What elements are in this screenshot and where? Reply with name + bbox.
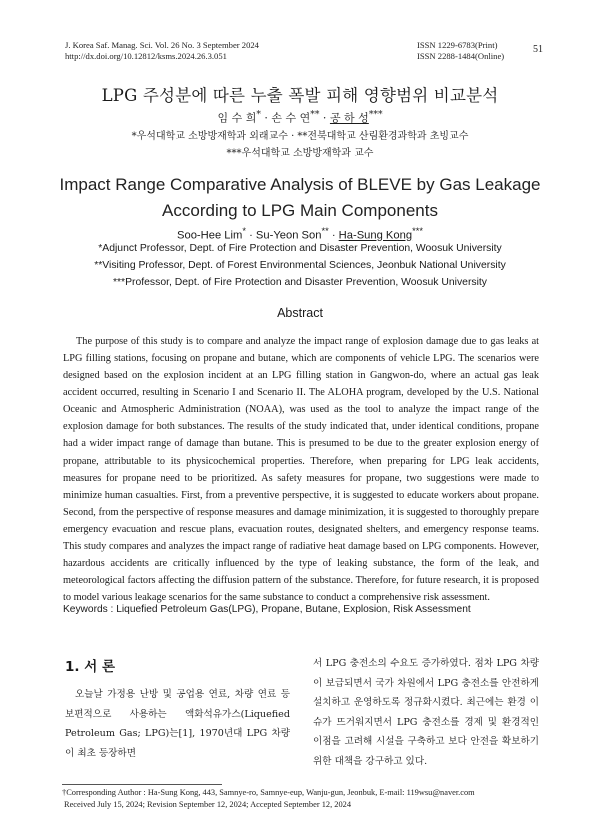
page-number: 51 [533, 44, 543, 55]
intro-paragraph-left: 오늘날 가정용 난방 및 공업용 연료, 차량 연료 등 보편적으로 사용하는 액화석유가스(Liquefied Petroleum Gas; LPG)는[1], 1970년대 LPG 차량이 최초 등장하면 [65, 689, 290, 759]
author-mark: * [242, 226, 246, 236]
author-mark: * [256, 109, 261, 120]
author-separator: · [260, 111, 272, 125]
author-mark: *** [368, 109, 383, 120]
korean-authors [0, 109, 600, 126]
intro-left-column [65, 685, 290, 763]
author-mark: ** [321, 226, 329, 236]
journal-citation: J. Korea Saf. Manag. Sci. Vol. 26 No. 3 September 2024 [65, 40, 259, 50]
author-son-en: Su-Yeon Son [255, 229, 322, 242]
korean-title: LPG 주성분에 따른 누출 폭발 피해 영향범위 비교분석 [101, 86, 499, 105]
abstract-paragraph: The purpose of this study is to compare and analyze the impact range of explosion damage due to gas leaks at LPG filling stations, focusing on propane and butane, which are components of vehicle LPG. The scenarios were designed based on the explosion incident at an LPG filling station in Gangwon-do, where an actual gas leak accident occurred, resulting in Scenario I and Scenario II. The ALOHA program, developed by the U.S. National Oceanic and Atmospheric Administration (NOAA), was used as the tool to analyze the impact range of the explosion damage for both substances. The results of the study indicated that, under identical conditions, propane had a wider impact range of damage than butane. This is presumed to be due to the greater explosion energy of propane, attributable to its physicochemical properties. Therefore, when preparing for LPG leak accidents, measures for propane need to be prioritized. As safety measures for propane, two suggestions were made to minimize human casualties. First, from a preventive perspective, it is suggested to educate workers about propane. Second, from the perspective of response measures and damage minimization, it is suggested to thoroughly prepare emergency evacuation and rescue plans, evacuation routes, designated shelters, and emergency response teams. This study compares and analyzes the impact range of radiative heat damage based on LPG components. However, hazardous accidents are critically influenced by the type of leaking substance, the form of the leak, and meteorological factors affecting the diffusion pattern of the substance. Therefore, for future research, it is proposed to model various leakage scenarios for the same substance to conduct a comprehensive risk assessment. [63, 336, 539, 604]
author-lim-en: Soo-Hee Lim [177, 229, 243, 242]
received-dates-note: Received July 15, 2024; Revision September 12, 2024; Accepted September 12, 2024 [64, 800, 352, 809]
abstract-body [63, 333, 539, 606]
english-affiliation-3: ***Professor, Dept. of Fire Protection and Disaster Prevention, Woosuk University [112, 277, 488, 288]
author-lim-ko: 임 수 희 [217, 111, 257, 125]
issn-block [417, 40, 504, 62]
author-separator: · [328, 229, 339, 242]
author-separator: · [319, 111, 330, 125]
issn-print: ISSN 1229-6783(Print) [417, 40, 498, 50]
english-affiliation-2: **Visiting Professor, Dept. of Forest Environmental Sciences, Jeonbuk National University [94, 260, 506, 271]
journal-header [65, 40, 259, 62]
abstract-heading: Abstract [277, 306, 323, 320]
author-kong-en: Ha-Sung Kong [338, 229, 413, 242]
corresponding-author-note: †Corresponding Author : Ha-Sung Kong, 443, Samnye-ro, Samnye-eup, Wanju-gun, Jeonbuk, E-mail: 119wsu@naver.com [62, 788, 475, 797]
author-kong-ko: 공 하 성 [329, 111, 369, 125]
english-affiliation-1: *Adjunct Professor, Dept. of Fire Protection and Disaster Prevention, Woosuk University [98, 243, 502, 254]
section-heading-introduction: 1. 서 론 [65, 659, 116, 675]
english-title-line-1: Impact Range Comparative Analysis of BLEVE by Gas Leakage [59, 175, 541, 194]
korean-affiliation-1: *우석대학교 소방방재학과 외래교수 · **전북대학교 산림환경과학과 초빙교수 [131, 131, 469, 142]
english-authors [0, 226, 600, 242]
author-son-ko: 손 수 연 [271, 111, 311, 125]
footnote-divider [62, 784, 222, 785]
english-title-line-2: According to LPG Main Components [162, 201, 438, 220]
intro-paragraph-right: 서 LPG 충전소의 수요도 증가하였다. 점차 LPG 차량이 보급되면서 국가 차원에서 LPG 충전소를 안전하게 설치하고 운영하도록 정규화시켰다. 최근에는 환경 이슈가 뜨거워지면서 LPG 충전소를 경제 및 환경적인 이점을 고려해 시설을 구축하고 보다 안전을 확보하기 위한 대책을 강구하고 있다. [313, 658, 539, 767]
author-separator: · [245, 229, 256, 242]
intro-right-column [313, 654, 539, 771]
author-mark: *** [412, 226, 423, 236]
issn-online: ISSN 2288-1484(Online) [417, 51, 505, 61]
author-mark: ** [310, 109, 320, 120]
keywords: Keywords : Liquefied Petroleum Gas(LPG), Propane, Butane, Explosion, Risk Assessment [63, 604, 471, 615]
korean-affiliation-2: ***우석대학교 소방방재학과 교수 [226, 148, 374, 159]
doi-link[interactable]: http://dx.doi.org/10.12812/ksms.2024.26.3.051 [65, 51, 227, 61]
